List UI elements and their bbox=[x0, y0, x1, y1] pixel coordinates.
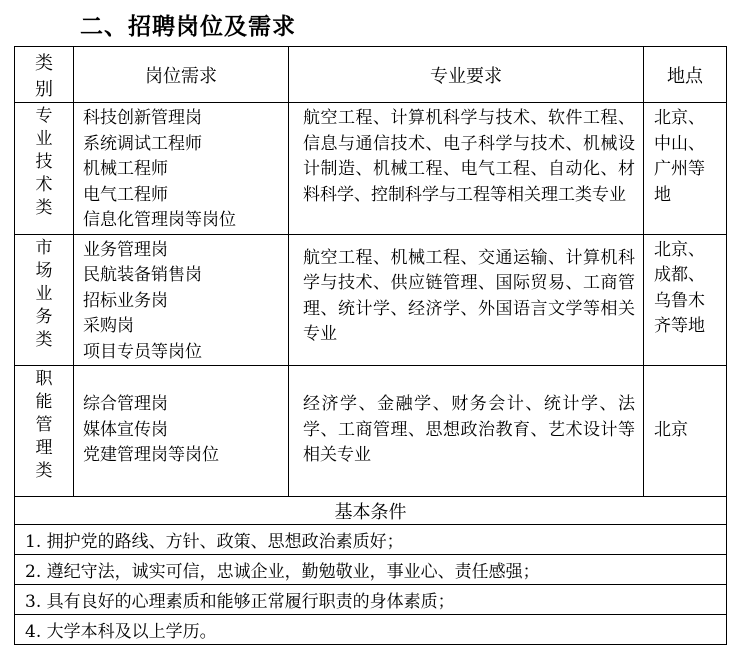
header-location: 地点 bbox=[644, 47, 727, 103]
majors-cell: 经济学、金融学、财务会计、统计学、法学、工商管理、思想政治教育、艺术设计等相关专业 bbox=[289, 366, 644, 497]
header-category: 类 别 bbox=[15, 47, 74, 103]
condition-item: 4. 大学本科及以上学历。 bbox=[15, 615, 727, 645]
condition-item: 2. 遵纪守法，诚实可信，忠诚企业，勤勉敬业，事业心、责任感强； bbox=[15, 555, 727, 585]
header-majors: 专业要求 bbox=[289, 47, 644, 103]
condition-row bbox=[15, 585, 727, 615]
recruitment-table bbox=[14, 46, 727, 645]
basic-conditions-title: 基本条件 bbox=[15, 497, 727, 525]
majors-cell: 航空工程、计算机科学与技术、软件工程、信息与通信技术、电子科学与技术、机械设计制造、机械工程、电气工程、自动化、材料科学、控制科学与工程等相关理工类专业 bbox=[289, 103, 644, 235]
location-cell: 北京 bbox=[644, 366, 727, 497]
basic-conditions-header-row bbox=[15, 497, 727, 525]
header-row bbox=[15, 47, 727, 103]
category-cell: 市 场 业 务 类 bbox=[15, 234, 74, 366]
location-cell: 北京、 中山、 广州等 地 bbox=[644, 103, 727, 235]
condition-row bbox=[15, 555, 727, 585]
header-positions: 岗位需求 bbox=[74, 47, 289, 103]
majors-cell: 航空工程、机械工程、交通运输、计算机科学与技术、供应链管理、国际贸易、工商管理、统计学、经济学、外国语言文学等相关专业 bbox=[289, 234, 644, 366]
row-technical bbox=[15, 103, 727, 235]
condition-row bbox=[15, 525, 727, 555]
row-market bbox=[15, 234, 727, 366]
positions-cell: 综合管理岗 媒体宣传岗 党建管理岗等岗位 bbox=[74, 366, 289, 497]
category-cell: 职 能 管 理 类 bbox=[15, 366, 74, 497]
condition-row bbox=[15, 615, 727, 645]
positions-cell: 科技创新管理岗 系统调试工程师 机械工程师 电气工程师 信息化管理岗等岗位 bbox=[74, 103, 289, 235]
positions-cell: 业务管理岗 民航装备销售岗 招标业务岗 采购岗 项目专员等岗位 bbox=[74, 234, 289, 366]
condition-item: 3. 具有良好的心理素质和能够正常履行职责的身体素质； bbox=[15, 585, 727, 615]
category-cell: 专 业 技 术 类 bbox=[15, 103, 74, 235]
section-heading: 二、招聘岗位及需求 bbox=[80, 14, 296, 40]
row-management bbox=[15, 366, 727, 497]
condition-item: 1. 拥护党的路线、方针、政策、思想政治素质好； bbox=[15, 525, 727, 555]
location-cell: 北京、 成都、 乌鲁木 齐等地 bbox=[644, 234, 727, 366]
